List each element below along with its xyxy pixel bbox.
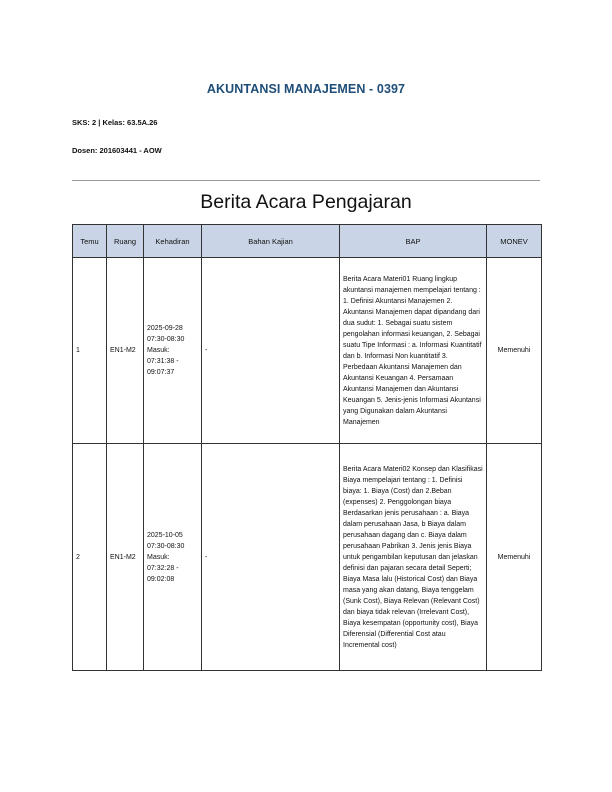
cell-ruang: EN1-M2 (107, 258, 144, 444)
header-temu: Temu (73, 225, 107, 258)
cell-bap: Berita Acara Materi02 Konsep dan Klasifikasi Biaya mempelajari tentang : 1. Definisi biaya: 1. Biaya (Cost) dan 2.Beban (expenses) 2. Penggolongan biaya Berdasarkan jenis perusahaan : a. Biaya dalam perusahaan Jasa, b Biaya dalam perusahaan dagang dan c. Biaya dalam perusahaan Pabrikan 3. Jenis jenis Biaya untuk pengambilan keputusan dan jelaskan definisi dan pajaran secara detail Seperti; Biaya Masa lalu (Historical Cost) dan Biaya masa yang akan datang, Biaya tenggelam (Sunk Cost), Biaya Relevan (Relevant Cost) dan biaya tidak relevan (Irrelevant Cost), Biaya kesempatan (opportunity cost), Biaya Diferensial (Differential Cost atau Incremental cost) (340, 444, 487, 671)
table-row (73, 258, 542, 444)
cell-temu: 2 (73, 444, 107, 671)
sks-kelas-info: SKS: 2 | Kelas: 63.5A.26 (72, 118, 158, 127)
cell-kehadiran: 2025-10-05 07:30-08:30 Masuk: 07:32:28 - 09:02:08 (144, 444, 202, 671)
header-bahan-kajian: Bahan Kajian (202, 225, 340, 258)
cell-monev: Memenuhi (487, 258, 542, 444)
bap-table (72, 224, 542, 671)
cell-temu: 1 (73, 258, 107, 444)
header-kehadiran: Kehadiran (144, 225, 202, 258)
header-monev: MONEV (487, 225, 542, 258)
table-row (73, 444, 542, 671)
dosen-info: Dosen: 201603441 - AOW (72, 146, 162, 155)
section-divider (72, 180, 540, 181)
cell-bap: Berita Acara Materi01 Ruang lingkup akuntansi manajemen mempelajari tentang : 1. Definisi Akuntansi Manajemen 2. Akuntansi Manajemen dapat dipandang dari dua sudut: 1. Sebagai suatu sistem pengolahan informasi keuangan, 2. Sebagai suatu Tipe Informasi : a. Informasi Kuantitatif dan b. Informasi Non kuantitatif 3. Perbedaan Akuntansi Manajemen dan Akuntansi Keuangan 4. Persamaan Akuntansi Manajemen dan Akuntansi Keuangan 5. Jenis-jenis Informasi Akuntansi yang Digunakan dalam Akuntansi Manajemen (340, 258, 487, 444)
table-header-row (73, 225, 542, 258)
cell-monev: Memenuhi (487, 444, 542, 671)
cell-ruang: EN1-M2 (107, 444, 144, 671)
header-bap: BAP (340, 225, 487, 258)
course-title: AKUNTANSI MANAJEMEN - 0397 (206, 82, 406, 96)
document-title: Berita Acara Pengajaran (200, 191, 412, 213)
cell-bahan-kajian: - (202, 258, 340, 444)
header-ruang: Ruang (107, 225, 144, 258)
cell-bahan-kajian: - (202, 444, 340, 671)
cell-kehadiran: 2025-09-28 07:30-08:30 Masuk: 07:31:38 - 09:07:37 (144, 258, 202, 444)
